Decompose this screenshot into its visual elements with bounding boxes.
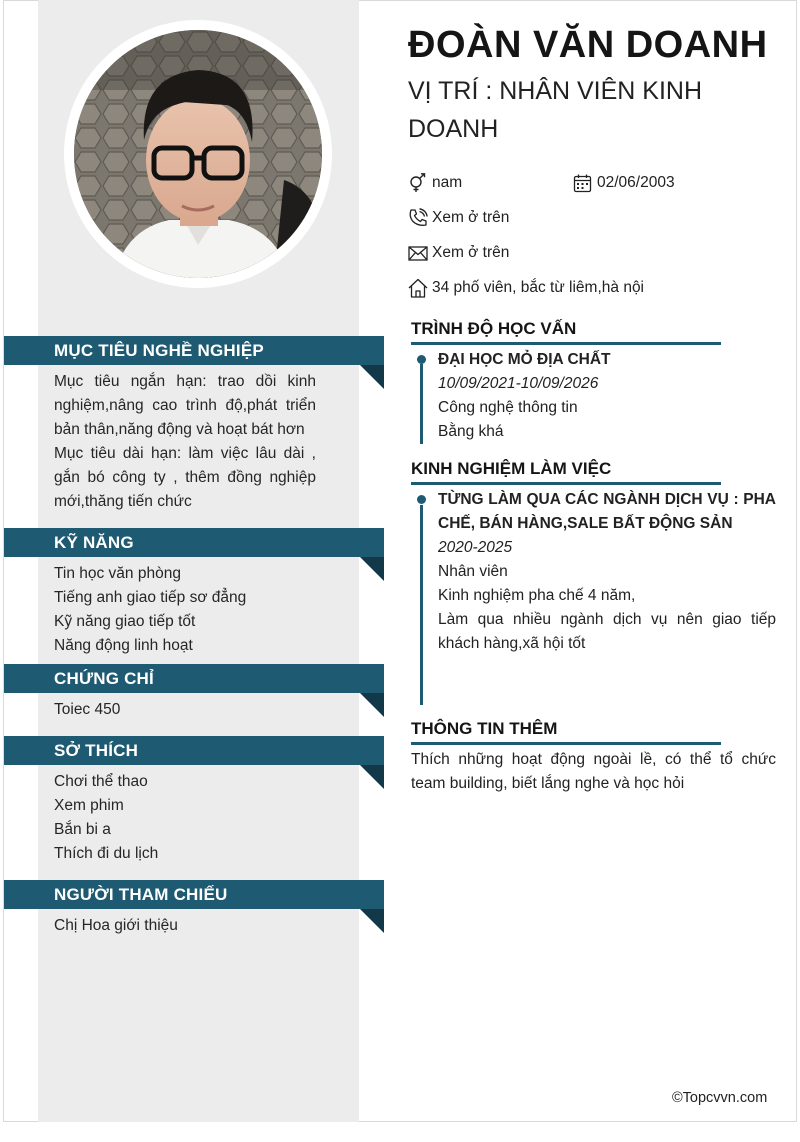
- objective-content: [54, 370, 316, 514]
- skill-item: Năng động linh hoạt: [54, 637, 193, 654]
- objective-short-term: Mục tiêu ngắn hạn: trao dồi kinh nghiệm,nâng cao trình độ,phát triển bản thân,năng động và hoạt bát hơn: [54, 373, 316, 438]
- references-header: NGƯỜI THAM CHIẾU: [4, 880, 384, 909]
- extra-info-text: Thích những hoạt động ngoài lề, có thể tổ chức team building, biết lắng nghe và học hỏi: [411, 751, 776, 792]
- school-name: ĐẠI HỌC MỎ ĐỊA CHẤT: [438, 351, 611, 368]
- education-timeline-line: [420, 364, 423, 444]
- experience-desc: Làm qua nhiều ngành dịch vụ nên giao tiếp khách hàng,xã hội tốt: [438, 611, 776, 652]
- education-degree: Bằng khá: [438, 423, 504, 440]
- experience-heading: TỪNG LÀM QUA CÁC NGÀNH DỊCH VỤ : PHA CHẾ, BÁN HÀNG,SALE BẤT ĐỘNG SẢN: [438, 491, 776, 532]
- candidate-name: ĐOÀN VĂN DOANH: [408, 24, 768, 66]
- skill-item: Tiếng anh giao tiếp sơ đẳng: [54, 589, 247, 606]
- certificates-header: CHỨNG CHỈ: [4, 664, 384, 693]
- gender-icon: [408, 173, 428, 193]
- experience-entry: [438, 488, 776, 656]
- skills-list: [54, 562, 316, 658]
- hobbies-header-fold: [360, 765, 384, 789]
- education-period: 10/09/2021-10/09/2026: [438, 375, 599, 392]
- home-icon: [408, 278, 428, 298]
- skills-header: KỸ NĂNG: [4, 528, 384, 557]
- avatar: [74, 30, 322, 278]
- education-header: TRÌNH ĐỘ HỌC VẤN: [411, 316, 721, 345]
- experience-position: Nhân viên: [438, 563, 508, 580]
- objective-header: MỤC TIÊU NGHỀ NGHIỆP: [4, 336, 384, 365]
- hobby-item: Chơi thể thao: [54, 773, 148, 790]
- address-value: 34 phố viên, bắc từ liêm,hà nội: [432, 279, 645, 296]
- skill-item: Tin học văn phòng: [54, 565, 181, 582]
- hobby-item: Xem phim: [54, 797, 124, 814]
- hobbies-header: SỞ THÍCH: [4, 736, 384, 765]
- objective-header-fold: [360, 365, 384, 389]
- education-entry: [438, 348, 776, 444]
- gender-value: nam: [432, 174, 463, 191]
- skills-header-fold: [360, 557, 384, 581]
- avatar-portrait: [74, 30, 322, 278]
- reference-item: Chị Hoa giới thiệu: [54, 917, 178, 934]
- hobby-item: Thích đi du lịch: [54, 845, 159, 862]
- experience-period: 2020-2025: [438, 539, 513, 556]
- certificate-item: Toiec 450: [54, 701, 121, 718]
- references-list: [54, 914, 316, 938]
- email-value: Xem ở trên: [432, 244, 510, 261]
- calendar-icon: [573, 173, 593, 193]
- certificates-list: [54, 698, 316, 722]
- dob-value: 02/06/2003: [597, 174, 675, 191]
- education-timeline-dot: [417, 355, 426, 364]
- references-header-fold: [360, 909, 384, 933]
- certificates-header-fold: [360, 693, 384, 717]
- position-title: VỊ TRÍ : NHÂN VIÊN KINH DOANH: [408, 77, 703, 143]
- phone-icon: [408, 208, 428, 228]
- experience-timeline-line: [420, 505, 423, 705]
- objective-long-term: Mục tiêu dài hạn: làm việc lâu dài , gắn bó công ty , thêm đồng nghiệp mới,thăng tiến chức: [54, 445, 316, 510]
- envelope-icon: [408, 243, 428, 263]
- skill-item: Kỹ năng giao tiếp tốt: [54, 613, 196, 630]
- extra-info-header: THÔNG TIN THÊM: [411, 716, 721, 745]
- experience-timeline-dot: [417, 495, 426, 504]
- education-major: Công nghệ thông tin: [438, 399, 578, 416]
- experience-desc: Kinh nghiệm pha chế 4 năm,: [438, 587, 636, 604]
- phone-value: Xem ở trên: [432, 209, 510, 226]
- credit-text: ©Topcvvn.com: [672, 1090, 768, 1106]
- hobbies-list: [54, 770, 316, 866]
- hobby-item: Bắn bi a: [54, 821, 111, 838]
- experience-header: KINH NGHIỆM LÀM VIỆC: [411, 456, 721, 485]
